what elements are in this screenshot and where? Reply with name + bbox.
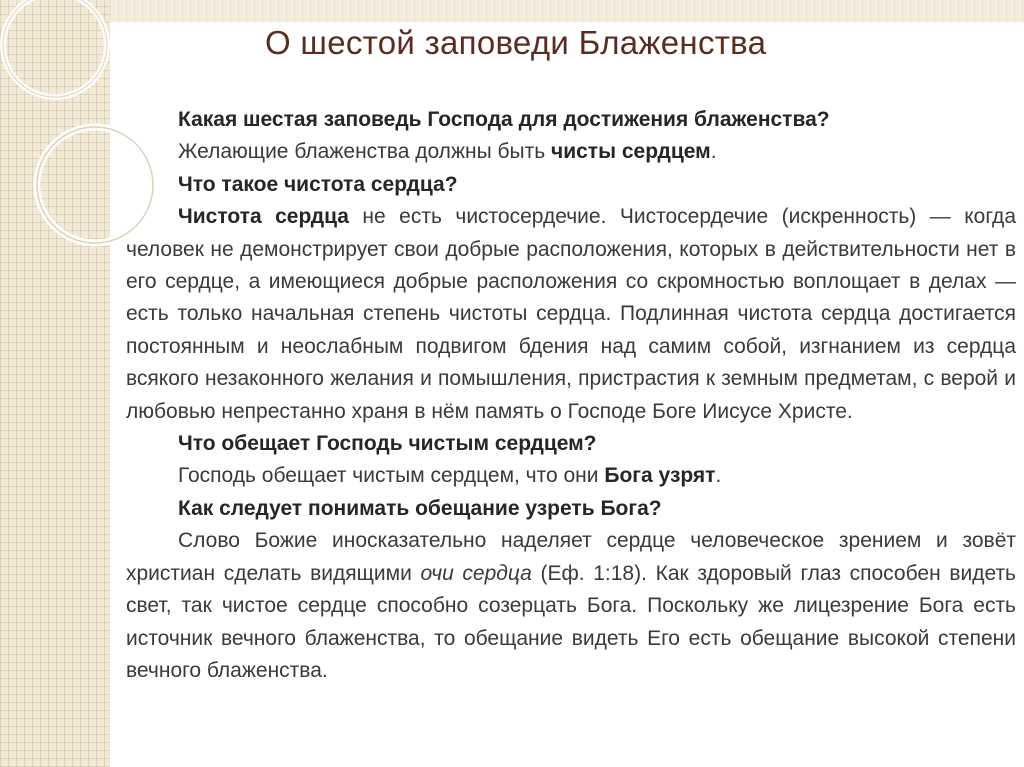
slide-body (126, 104, 1016, 687)
paragraph-1: Чистота сердца не есть чистосердечие. Чистосердечие (искренность) — когда человек не демонстрирует свои добрые расположения, которых в действительности нет в его сердце, а имеющиеся добрые расположения со скромностью воплощает в делах — есть только начальная степень чистоты сердца. Подлинная чистота сердца достигается постоянным и неослабным подвигом бдения над самим собой, изгнанием из сердца всякого незаконного желания и помышления, пристрастия к земным предметам, с верой и любовью непрестанно храня в нём память о Господе Боге Иисусе Христе. (126, 205, 1016, 423)
question-3: Что обещает Господь чистым сердцем? (178, 432, 597, 456)
slide-title: О шестой заповеди Блаженства (265, 24, 767, 61)
question-2: Что такое чистота сердца? (178, 172, 458, 196)
question-4: Как следует понимать обещание узреть Бога? (178, 496, 662, 520)
answer-1: Желающие блаженства должны быть чисты сердцем. (178, 140, 717, 164)
answer-3: Господь обещает чистым сердцем, что они Бога узрят. (178, 464, 722, 488)
question-1: Какая шестая заповедь Господа для достижения блаженства? (178, 108, 830, 131)
paragraph-2: Слово Божие иносказательно наделяет сердце человеческое зрением и зовёт христиан сделать видящими очи сердца (Еф. 1:18). Как здоровый глаз способен видеть свет, так чистое сердце способно созерцать Бога. Поскольку же лицезрение Бога есть источник вечного блаженства, то обещание видеть Его есть обещание высокой степени вечного блаженства. (126, 529, 1016, 682)
decorative-top-band (110, 0, 1024, 22)
